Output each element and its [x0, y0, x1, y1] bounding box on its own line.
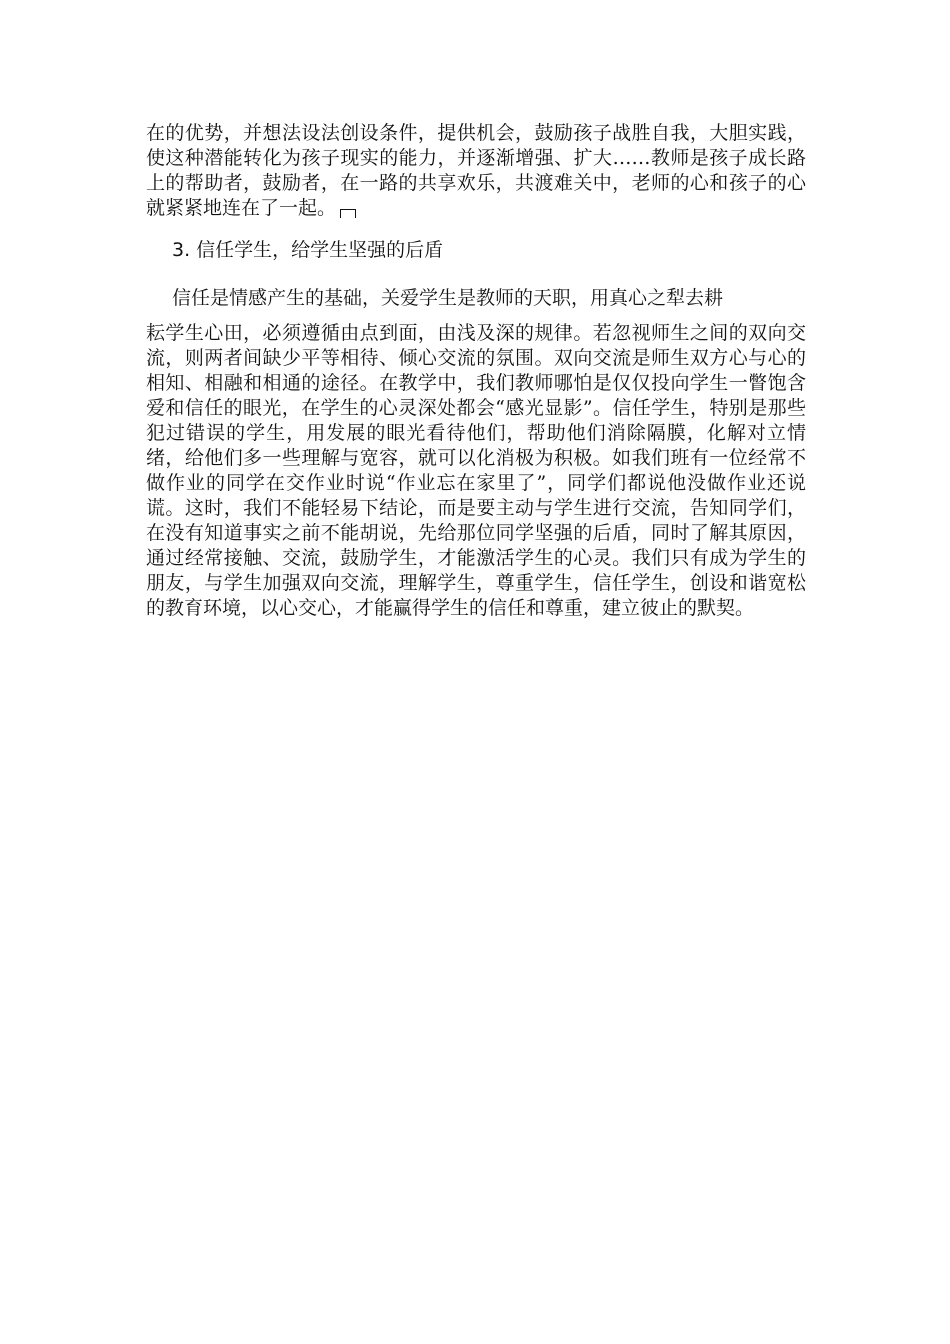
paragraph-2: 耘学生心田，必须遵循由点到面，由浅及深的规律。若忽视师生之间的双向交流，则两者间缺少平等相待、倾心交流的氛围。双向交流是师生双方心与心的相知、相融和相通的途径。在教学中，我们教师哪怕是仅仅投向学生一瞥饱含爱和信任的眼光，在学生的心灵深处都会“感光显影”。信任学生，特别是那些犯过错误的学生，用发展的眼光看待他们，帮助他们消除隔膜，化解对立情绪，给他们多一些理解与宽容，就可以化消极为积极。如我们班有一位经常不做作业的同学在交作业时说“作业忘在家里了”，同学们都说他没做作业还说谎。这时，我们不能轻易下结论，而是要主动与学生进行交流，告知同学们，在没有知道事实之前不能胡说，先给那位同学坚强的后盾，同时了解其原因，通过经常接触、交流，鼓励学生，才能激活学生的心灵。我们只有成为学生的朋友，与学生加强双向交流，理解学生，尊重学生，信任学生，创设和谐宽松的教育环境，以心交心，才能赢得学生的信任和尊重，建立彼止的默契。 [146, 322, 806, 619]
paragraph-2-first-line: 信任是情感产生的基础，关爱学生是教师的天职，用真心之犁去耕 [172, 287, 724, 309]
paragraph-1-text: 在的优势，并想法设法创设条件，提供机会，鼓励孩子战胜自我，大胆实践，使这种潜能转化为孩子现实的能力，并逐渐增强、扩大……教师是孩子成长路上的帮助者，鼓励者，在一路的共享欢乐，共渡难关中，老师的心和孩子的心就紧紧地连在了一起。 [146, 122, 806, 219]
paragraph-mark-icon [340, 209, 356, 218]
paragraph-1 [146, 121, 806, 221]
section-heading-3: 3. 信任学生，给学生坚强的后盾 [172, 239, 444, 261]
